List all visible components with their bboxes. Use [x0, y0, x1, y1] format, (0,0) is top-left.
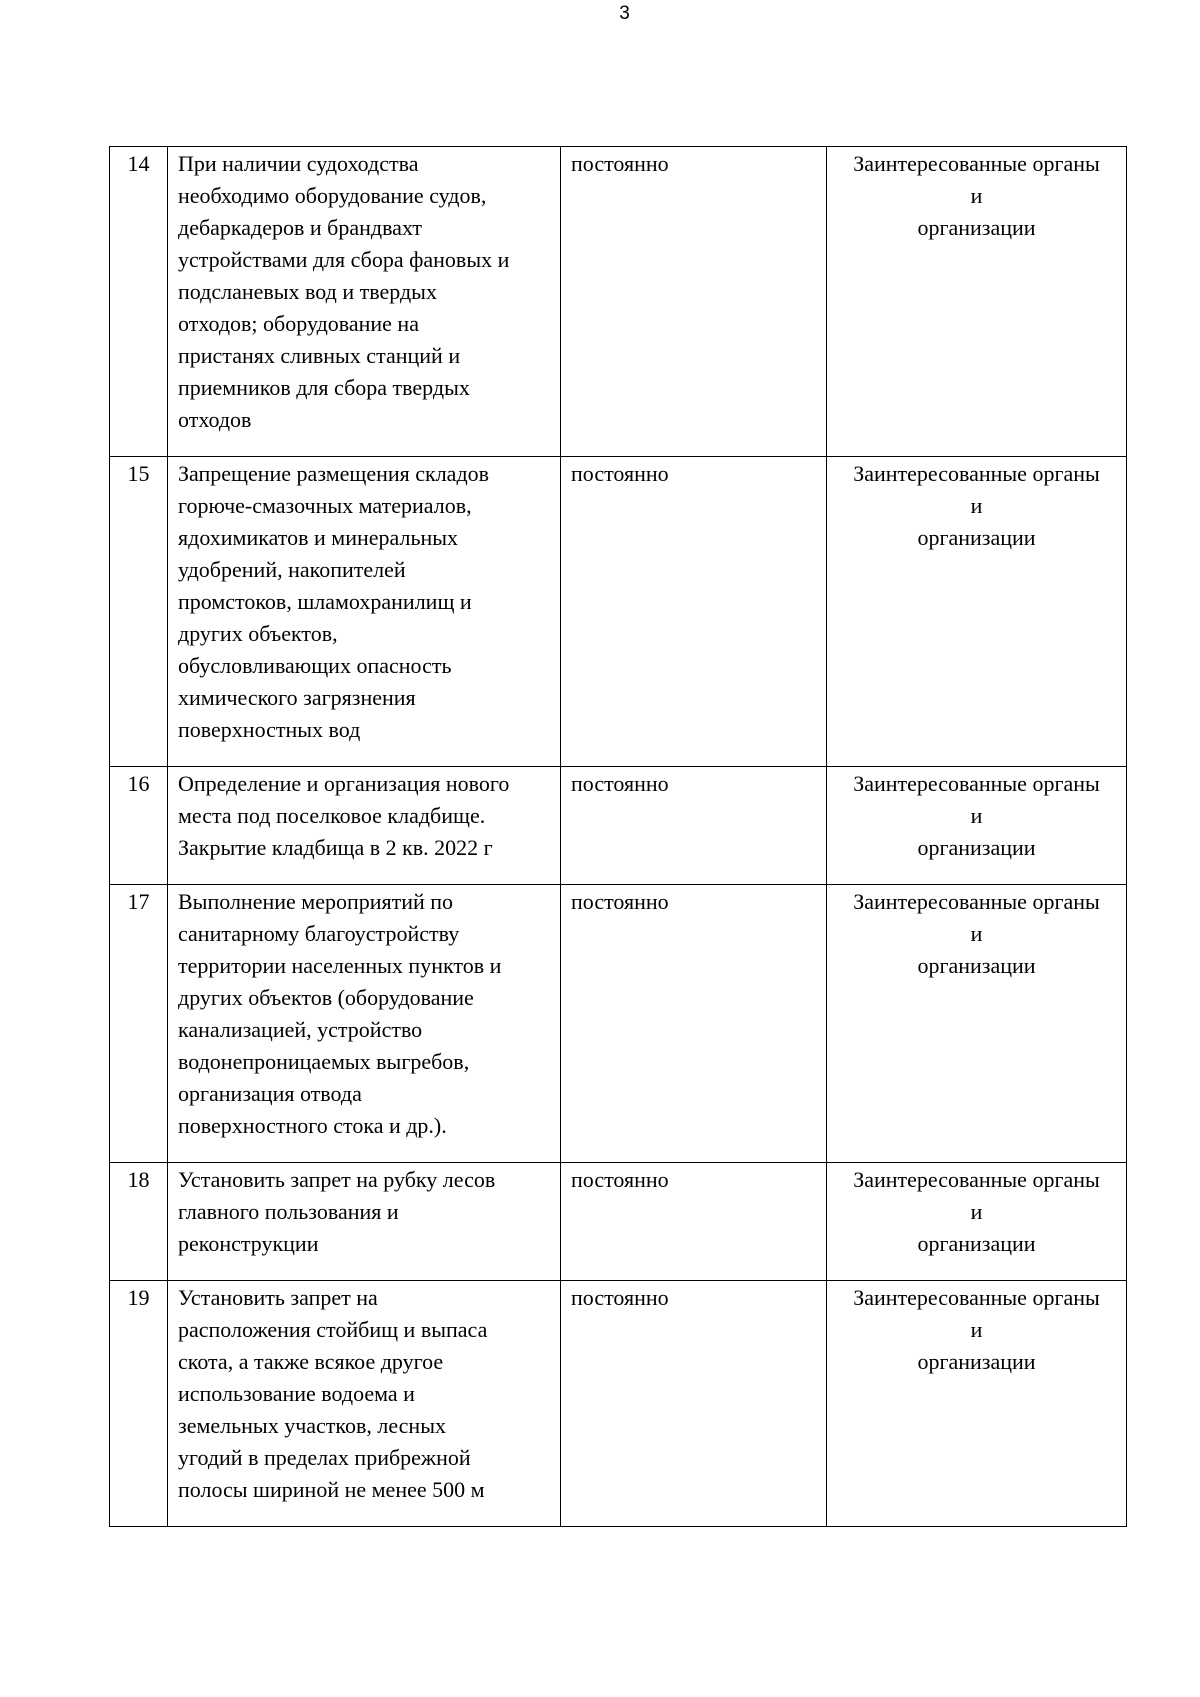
responsible-cell: Заинтересованные органы и организации — [827, 147, 1127, 457]
page-number: 3 — [619, 3, 630, 24]
term-cell: постоянно — [561, 885, 827, 1163]
table-row — [110, 457, 1127, 767]
table-row — [110, 1281, 1127, 1527]
table-row — [110, 1163, 1127, 1281]
responsible-cell: Заинтересованные органы и организации — [827, 1281, 1127, 1527]
term-cell: постоянно — [561, 147, 827, 457]
measure-text: Выполнение мероприятий по санитарному благоустройству территории населенных пунктов и других объектов (оборудование канализацией, устройство водонепроницаемых выгребов, организация отвода поверхностного стока и др.). — [168, 885, 561, 1163]
measure-text: При наличии судоходства необходимо оборудование судов, дебаркадеров и брандвахт устройствами для сбора фановых и подсланевых вод и твердых отходов; оборудование на пристанях сливных станций и приемников для сбора твердых отходов — [168, 147, 561, 457]
measures-table — [109, 146, 1127, 1527]
table-row — [110, 885, 1127, 1163]
term-cell: постоянно — [561, 1163, 827, 1281]
responsible-cell: Заинтересованные органы и организации — [827, 767, 1127, 885]
row-number: 15 — [110, 457, 168, 767]
table-row — [110, 767, 1127, 885]
term-cell: постоянно — [561, 457, 827, 767]
term-cell: постоянно — [561, 767, 827, 885]
responsible-cell: Заинтересованные органы и организации — [827, 457, 1127, 767]
measure-text: Установить запрет на рубку лесов главного пользования и реконструкции — [168, 1163, 561, 1281]
table-row — [110, 147, 1127, 457]
measure-text: Запрещение размещения складов горюче-смазочных материалов, ядохимикатов и минеральных удобрений, накопителей промстоков, шламохранилищ и других объектов, обусловливающих опасность химического загрязнения поверхностных вод — [168, 457, 561, 767]
row-number: 16 — [110, 767, 168, 885]
measure-text: Установить запрет на расположения стойбищ и выпаса скота, а также всякое другое использование водоема и земельных участков, лесных угодий в пределах прибрежной полосы шириной не менее 500 м — [168, 1281, 561, 1527]
row-number: 17 — [110, 885, 168, 1163]
row-number: 19 — [110, 1281, 168, 1527]
row-number: 14 — [110, 147, 168, 457]
responsible-cell: Заинтересованные органы и организации — [827, 1163, 1127, 1281]
measure-text: Определение и организация нового места под поселковое кладбище. Закрытие кладбища в 2 кв. 2022 г — [168, 767, 561, 885]
term-cell: постоянно — [561, 1281, 827, 1527]
responsible-cell: Заинтересованные органы и организации — [827, 885, 1127, 1163]
row-number: 18 — [110, 1163, 168, 1281]
